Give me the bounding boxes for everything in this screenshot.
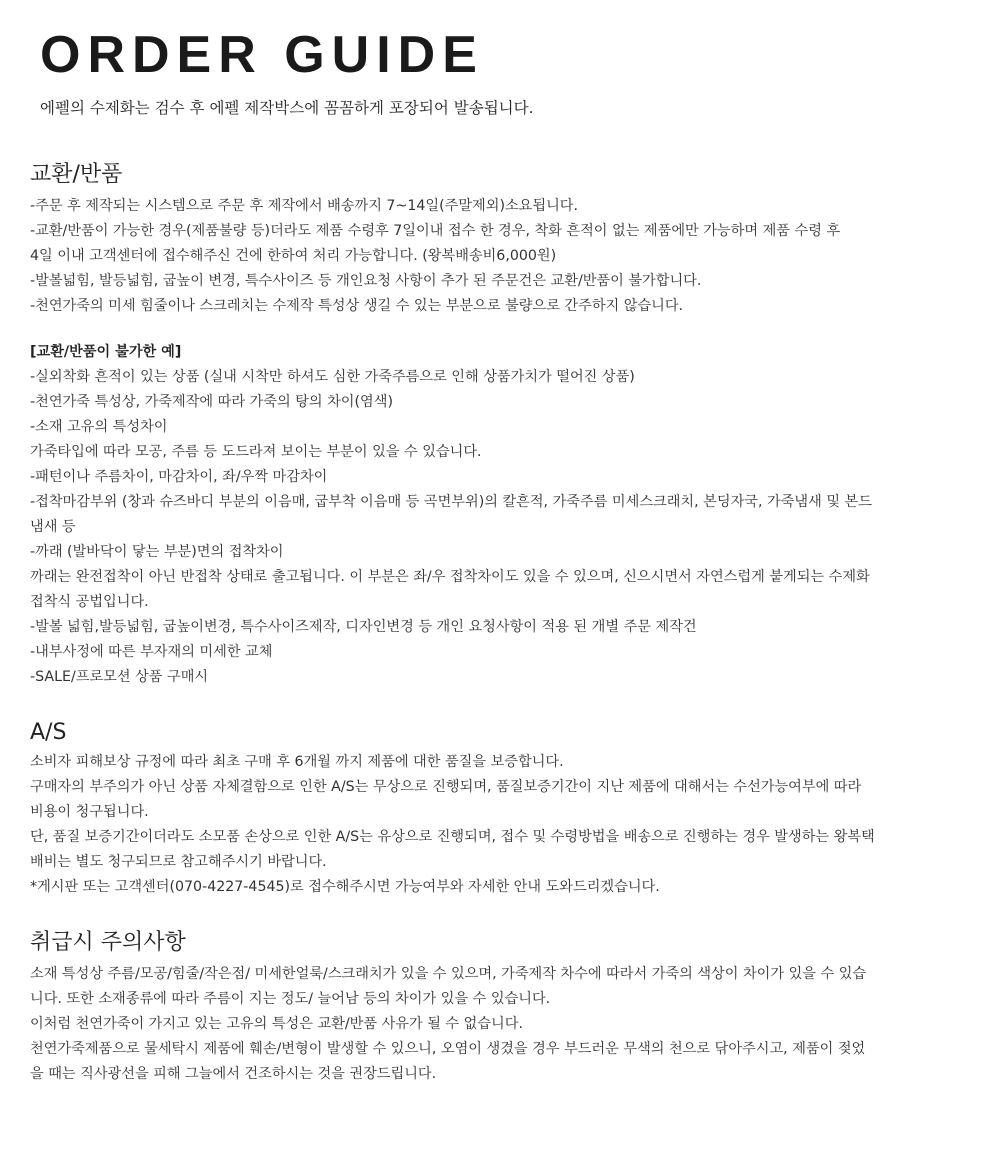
non-exchange-line: 접착식 공법입니다. — [30, 594, 149, 610]
non-exchange-line: -소재 고유의 특성차이 — [30, 419, 168, 435]
care-line: 이처럼 천연가죽이 가지고 있는 고유의 특성은 교환/반품 사유가 될 수 없습니다. — [30, 1016, 523, 1032]
intro-text: 에펠의 수제화는 검수 후 에펠 제작박스에 꼼꼼하게 포장되어 발송됩니다. — [40, 99, 534, 117]
as-line: 배비는 별도 청구되므로 참고해주시기 바랍니다. — [30, 854, 327, 870]
exchange-line: -교환/반품이 가능한 경우(제품불량 등)더라도 제품 수령후 7일이내 접수 한 경우, 착화 흔적이 없는 제품에만 가능하며 제품 수령 후 — [30, 223, 841, 239]
care-line: 소재 특성상 주름/모공/힘줄/작은점/ 미세한얼룩/스크래치가 있을 수 있으며, 가죽제작 차수에 따라서 가죽의 색상이 차이가 있을 수 있습 — [30, 966, 867, 982]
non-exchange-line: -패턴이나 주름차이, 마감차이, 좌/우짝 마감차이 — [30, 469, 328, 485]
exchange-line: -발볼넓힘, 발등넓힘, 굽높이 변경, 특수사이즈 등 개인요청 사항이 추가 된 주문건은 교환/반품이 불가합니다. — [30, 273, 702, 289]
non-exchange-line: -까래 (발바닥이 닿는 부분)면의 접착차이 — [30, 544, 284, 560]
non-exchange-section — [30, 340, 980, 690]
non-exchange-line: -내부사정에 따른 부자재의 미세한 교체 — [30, 644, 273, 660]
non-exchange-line: 냄새 등 — [30, 519, 76, 535]
page-title: ORDER GUIDE — [40, 26, 484, 84]
exchange-line: -천연가죽의 미세 힘줄이나 스크레치는 수제작 특성상 생길 수 있는 부분으로 불량으로 간주하지 않습니다. — [30, 298, 684, 314]
care-line: 천연가죽제품으로 물세탁시 제품에 훼손/변형이 발생할 수 있으니, 오염이 생겼을 경우 부드러운 무색의 천으로 닦아주시고, 제품이 젖었 — [30, 1041, 866, 1057]
as-line: 단, 품질 보증기간이더라도 소모품 손상으로 인한 A/S는 유상으로 진행되며, 접수 및 수령방법을 배송으로 진행하는 경우 발생하는 왕복택 — [30, 829, 875, 845]
non-exchange-lines — [30, 365, 980, 690]
care-lines — [30, 962, 980, 1087]
as-line: 구매자의 부주의가 아닌 상품 자체결함으로 인한 A/S는 무상으로 진행되며, 품질보증기간이 지난 제품에 대해서는 수선가능여부에 따라 — [30, 779, 862, 795]
as-line: *게시판 또는 고객센터(070-4227-4545)로 접수해주시면 가능여부와 자세한 안내 도와드리겠습니다. — [30, 879, 660, 895]
non-exchange-line: -천연가죽 특성상, 가죽제작에 따라 가죽의 탕의 차이(염색) — [30, 394, 393, 410]
non-exchange-heading: [교환/반품이 불가한 예] — [30, 344, 182, 360]
non-exchange-line: -접착마감부위 (창과 슈즈바디 부분의 이음매, 굽부착 이음매 등 곡면부위)의 칼흔적, 가죽주름 미세스크래치, 본딩자국, 가죽냄새 및 본드 — [30, 494, 872, 510]
care-section — [30, 928, 980, 1087]
exchange-heading: 교환/반품 — [30, 162, 123, 187]
care-line: 니다. 또한 소재종류에 따라 주름이 지는 정도/ 늘어남 등의 차이가 있을 수 있습니다. — [30, 991, 551, 1007]
as-section — [30, 718, 980, 900]
non-exchange-line: -SALE/프로모션 상품 구매시 — [30, 669, 209, 685]
exchange-line: 4일 이내 고객센터에 접수해주신 건에 한하여 처리 가능합니다. (왕복배송비6,000원) — [30, 248, 557, 264]
as-line: 소비자 피해보상 규정에 따라 최초 구매 후 6개월 까지 제품에 대한 품질을 보증합니다. — [30, 754, 564, 770]
non-exchange-line: -실외착화 흔적이 있는 상품 (실내 시착만 하셔도 심한 가죽주름으로 인해 상품가치가 떨어진 상품) — [30, 369, 635, 385]
exchange-line: -주문 후 제작되는 시스템으로 주문 후 제작에서 배송까지 7~14일(주말제외)소요됩니다. — [30, 198, 579, 214]
exchange-lines — [30, 194, 980, 319]
as-heading: A/S — [30, 720, 67, 745]
care-heading: 취급시 주의사항 — [30, 930, 186, 955]
as-line: 비용이 청구됩니다. — [30, 804, 149, 820]
care-line: 을 때는 직사광선을 피해 그늘에서 건조하시는 것을 권장드립니다. — [30, 1066, 437, 1082]
non-exchange-line: 까래는 완전접착이 아닌 반접착 상태로 출고됩니다. 이 부분은 좌/우 접착차이도 있을 수 있으며, 신으시면서 자연스럽게 붙게되는 수제화 — [30, 569, 870, 585]
exchange-section — [30, 160, 980, 319]
non-exchange-line: -발볼 넓힘,발등넓힘, 굽높이변경, 특수사이즈제작, 디자인변경 등 개인 요청사항이 적용 된 개별 주문 제작건 — [30, 619, 697, 635]
non-exchange-line: 가죽타입에 따라 모공, 주름 등 도드라져 보이는 부분이 있을 수 있습니다. — [30, 444, 482, 460]
as-lines — [30, 750, 980, 900]
